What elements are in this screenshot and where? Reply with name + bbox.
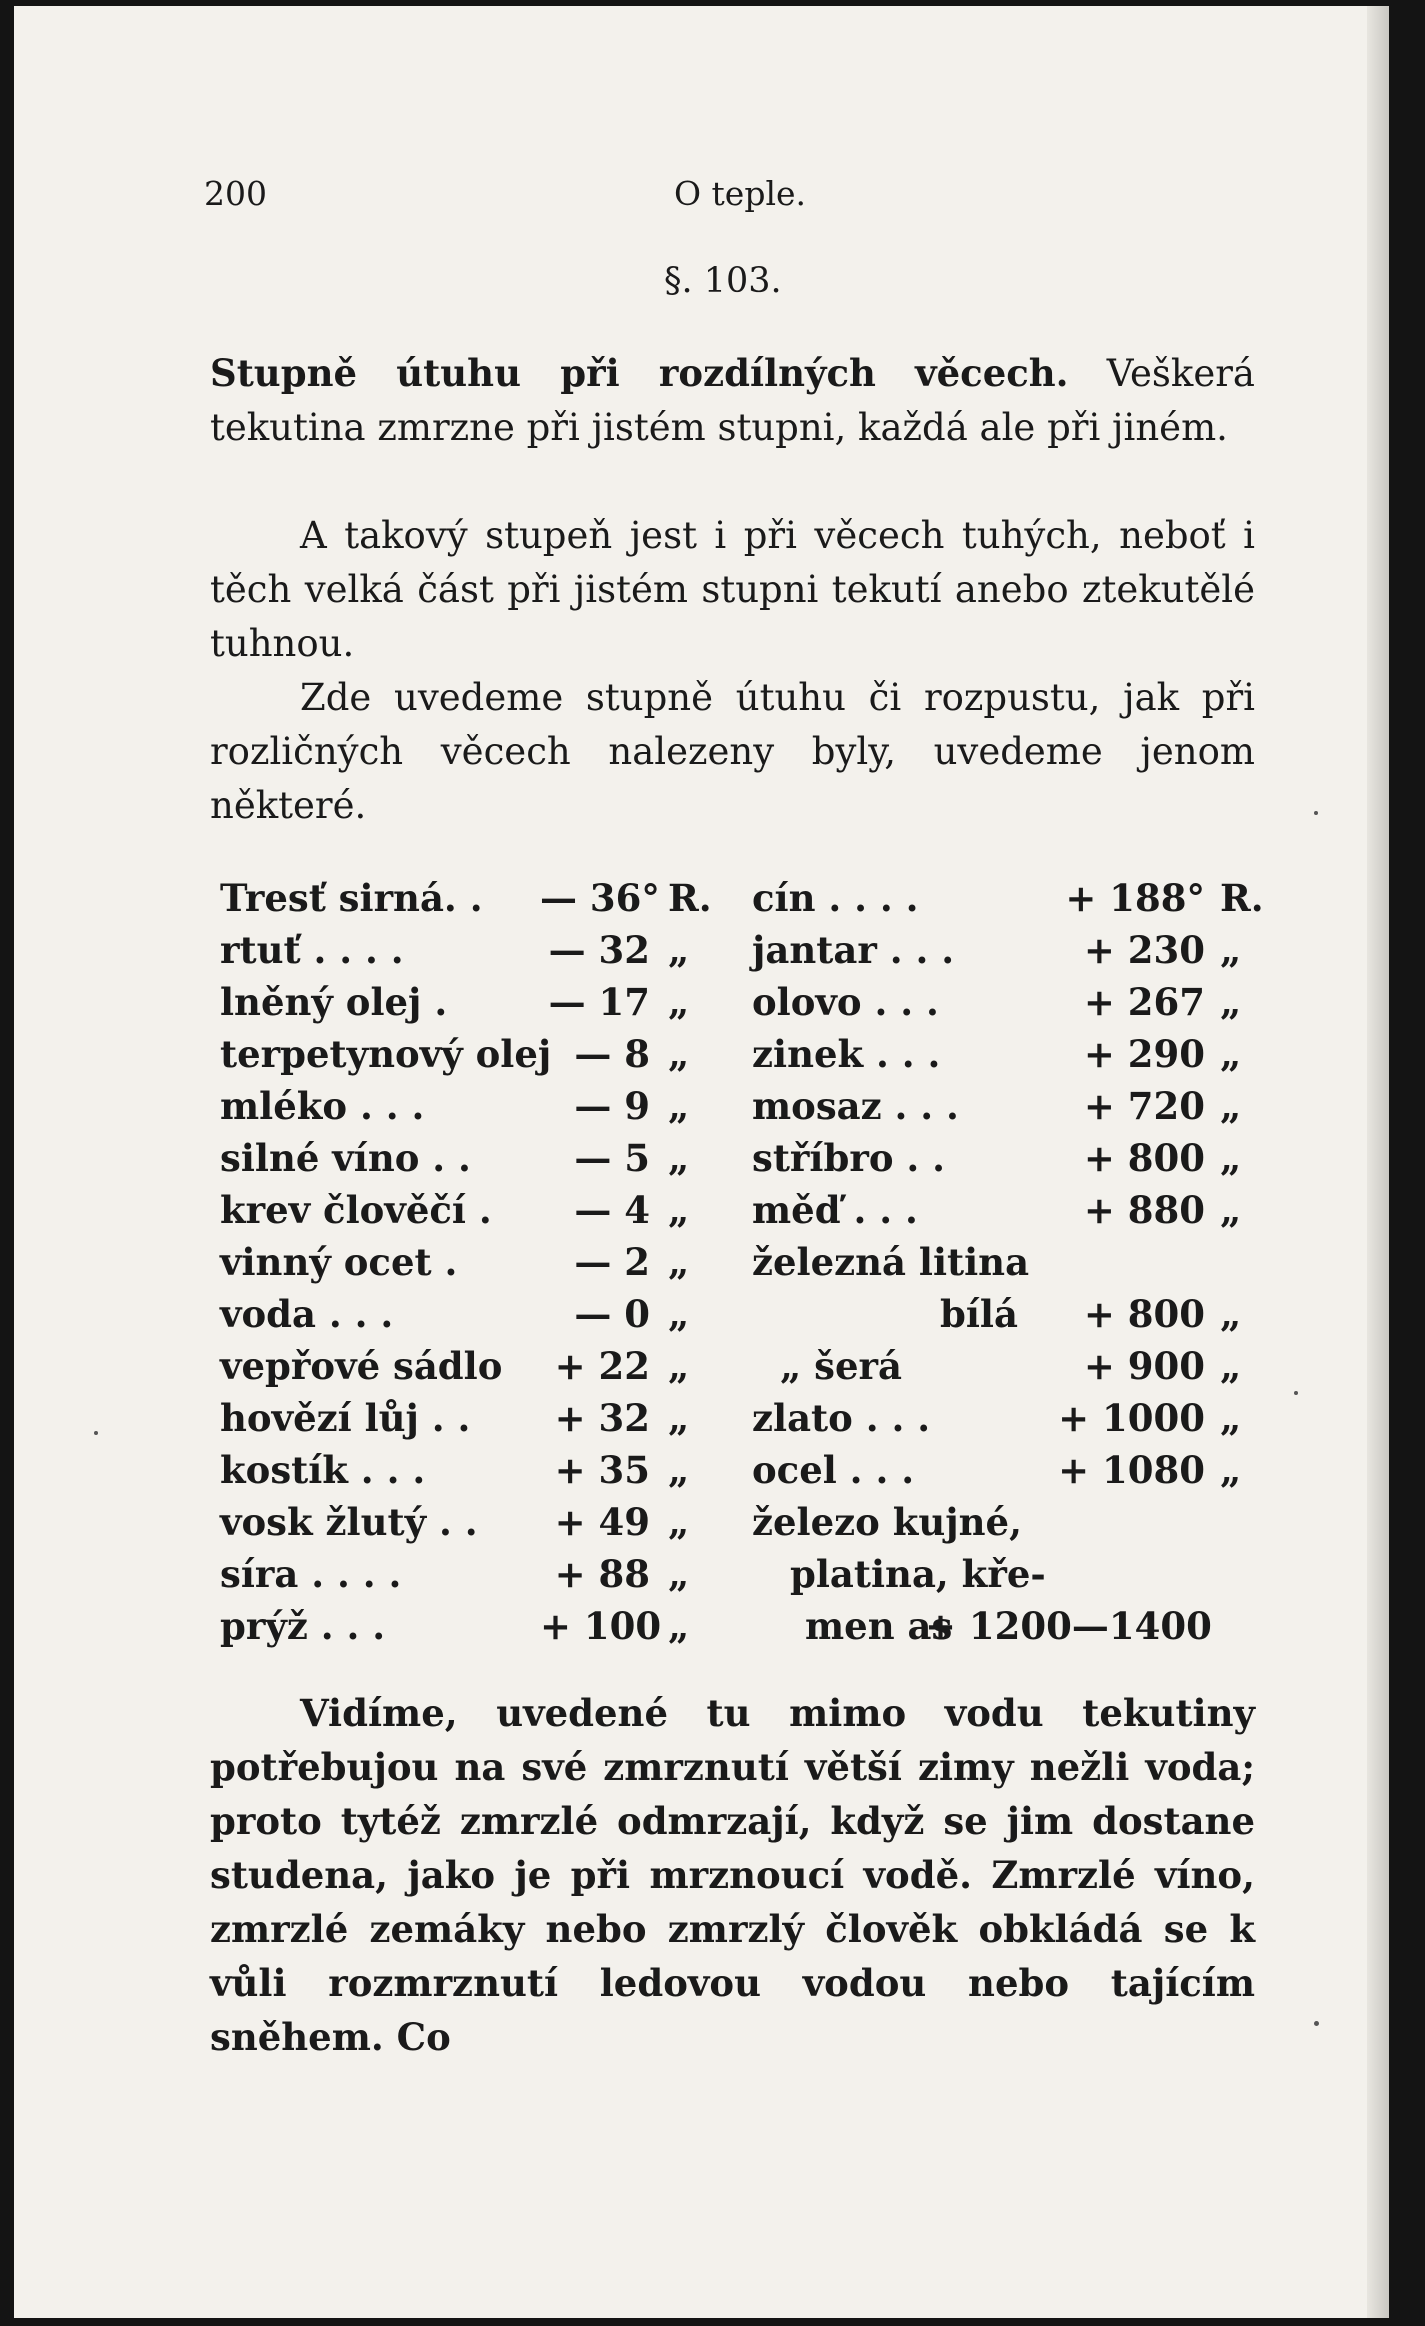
print-speck <box>1294 1391 1298 1395</box>
left-substance: vinný ocet . <box>220 1240 458 1284</box>
right-value: + 1080 <box>1058 1448 1205 1492</box>
table-row <box>220 1552 1265 1604</box>
paragraph-2-text: A takový stupeň jest i při věcech tuhých, neboť i těch velká část při jistém stupni tekutí anebo ztekutělé tuhnou. <box>210 514 1255 665</box>
left-unit: „ <box>668 1500 690 1544</box>
left-substance: síra . . . . <box>220 1552 402 1596</box>
right-unit: „ <box>1220 1136 1242 1180</box>
table-row <box>220 1032 1265 1084</box>
paragraph-3 <box>210 671 1255 833</box>
table-row <box>220 1292 1265 1344</box>
left-value: + 49 <box>554 1500 650 1544</box>
left-unit: „ <box>668 1032 690 1076</box>
left-unit: „ <box>668 980 690 1024</box>
left-substance: voda . . . <box>220 1292 394 1336</box>
right-value: + 188° <box>1065 876 1205 920</box>
right-substance: měď . . . <box>752 1188 918 1232</box>
left-substance: krev člověčí . <box>220 1188 492 1232</box>
table-row <box>220 980 1265 1032</box>
left-substance: vepřové sádlo <box>220 1344 503 1388</box>
table-row <box>220 1448 1265 1500</box>
left-substance: terpetynový olej <box>220 1032 552 1076</box>
left-substance: hovězí lůj . . <box>220 1396 471 1440</box>
right-value: + 290 <box>1083 1032 1205 1076</box>
right-unit: „ <box>1220 1188 1242 1232</box>
right-unit: „ <box>1220 1032 1242 1076</box>
right-unit: „ <box>1220 1344 1242 1388</box>
print-speck <box>94 1431 98 1435</box>
left-substance: Tresť sirná. . <box>220 876 483 920</box>
left-substance: kostík . . . <box>220 1448 426 1492</box>
table-row <box>220 1240 1265 1292</box>
book-page <box>14 6 1389 2318</box>
left-value: — 17 <box>548 980 650 1024</box>
right-substance: jantar . . . <box>752 928 955 972</box>
table-row <box>220 1188 1265 1240</box>
left-value: + 32 <box>554 1396 650 1440</box>
table-row <box>220 1396 1265 1448</box>
left-unit: „ <box>668 1448 690 1492</box>
left-value: — 5 <box>574 1136 650 1180</box>
paragraph-1-text: Veškerá tekutina zmrzne při jistém stupni, každá ale při jiném. <box>210 352 1255 449</box>
right-substance: stříbro . . <box>752 1136 946 1180</box>
right-value: + 720 <box>1083 1084 1205 1128</box>
right-substance: zlato . . . <box>752 1396 931 1440</box>
left-value: — 4 <box>574 1188 650 1232</box>
right-value: + 267 <box>1083 980 1205 1024</box>
paragraph-3-text: Zde uvedeme stupně útuhu či rozpustu, jak při rozličných věcech nalezeny byly, uvedeme jenom některé. <box>210 676 1255 827</box>
running-head <box>204 174 1254 226</box>
right-substance: mosaz . . . <box>752 1084 959 1128</box>
left-unit: „ <box>668 1188 690 1232</box>
print-speck <box>1314 2021 1319 2026</box>
right-value: + 900 <box>1083 1344 1205 1388</box>
right-unit: „ <box>1220 928 1242 972</box>
paragraph-4 <box>210 1686 1255 2064</box>
right-unit: „ <box>1220 1448 1242 1492</box>
right-substance: železo kujné, <box>752 1500 1022 1544</box>
right-substance: men as <box>805 1604 953 1648</box>
table-row <box>220 876 1265 928</box>
right-unit: „ <box>1220 1292 1242 1336</box>
left-value: + 35 <box>554 1448 650 1492</box>
right-value: + 800 <box>1083 1292 1205 1336</box>
left-unit: „ <box>668 1396 690 1440</box>
print-speck <box>1314 811 1318 815</box>
left-substance: mléko . . . <box>220 1084 425 1128</box>
table-row <box>220 1344 1265 1396</box>
left-substance: rtuť . . . . <box>220 928 404 972</box>
right-value: + 1000 <box>1058 1396 1205 1440</box>
table-row <box>220 1136 1265 1188</box>
left-substance: vosk žlutý . . <box>220 1500 478 1544</box>
section-number: §. 103. <box>664 261 782 301</box>
right-unit: „ <box>1220 1084 1242 1128</box>
table-row <box>220 928 1265 980</box>
right-substance: ocel . . . <box>752 1448 915 1492</box>
right-value: + 800 <box>1083 1136 1205 1180</box>
table-row <box>220 1500 1265 1552</box>
left-value: — 9 <box>574 1084 650 1128</box>
left-unit: „ <box>668 1084 690 1128</box>
right-substance: zinek . . . <box>752 1032 941 1076</box>
right-substance: platina, kře- <box>790 1552 1046 1596</box>
left-unit: „ <box>668 1292 690 1336</box>
left-value: + 22 <box>554 1344 650 1388</box>
table-row <box>220 1604 1265 1656</box>
running-title: O teple. <box>674 174 807 213</box>
right-value: + 230 <box>1083 928 1205 972</box>
left-substance: silné víno . . <box>220 1136 471 1180</box>
right-value: + 1200—1400 <box>925 1604 1212 1648</box>
left-substance: prýž . . . <box>220 1604 386 1648</box>
page-number: 200 <box>204 174 267 213</box>
right-substance: olovo . . . <box>752 980 939 1024</box>
paragraph-1-title: Stupně útuhu při rozdílných věcech. <box>210 351 1069 395</box>
right-substance: cín . . . . <box>752 876 919 920</box>
page-spine-shadow <box>1367 6 1389 2318</box>
left-value: — 0 <box>574 1292 650 1336</box>
right-substance: bílá <box>940 1292 1018 1336</box>
left-value: — 2 <box>574 1240 650 1284</box>
left-unit: „ <box>668 1240 690 1284</box>
left-value: — 8 <box>574 1032 650 1076</box>
left-unit: „ <box>668 1344 690 1388</box>
left-value: + 88 <box>554 1552 650 1596</box>
paragraph-1 <box>210 346 1255 455</box>
left-unit: R. <box>668 876 712 920</box>
right-substance: „ šerá <box>780 1344 903 1388</box>
left-unit: „ <box>668 928 690 972</box>
left-substance: lněný olej . <box>220 980 448 1024</box>
left-unit: „ <box>668 1136 690 1180</box>
left-value: — 32 <box>548 928 650 972</box>
left-value: + 100 <box>540 1604 662 1648</box>
right-value: + 880 <box>1083 1188 1205 1232</box>
table-row <box>220 1084 1265 1136</box>
paragraph-4-text: Vidíme, uvedené tu mimo vodu tekutiny potřebujou na své zmrznutí větší zimy nežli voda; proto tytéž zmrzlé odmrzají, když se jim dostane studena, jako je při mrznoucí vodě. Zmrzlé víno, zmrzlé zemáky nebo zmrzlý člověk obkládá se k vůli rozmrznutí ledovou vodou nebo tajícím sněhem. Co <box>210 1691 1255 2059</box>
right-unit: „ <box>1220 980 1242 1024</box>
right-substance: železná litina <box>752 1240 1030 1284</box>
left-unit: „ <box>668 1552 690 1596</box>
paragraph-2 <box>210 509 1255 671</box>
right-unit: R. <box>1220 876 1264 920</box>
left-unit: „ <box>668 1604 690 1648</box>
right-unit: „ <box>1220 1396 1242 1440</box>
left-value: — 36° <box>540 876 660 920</box>
